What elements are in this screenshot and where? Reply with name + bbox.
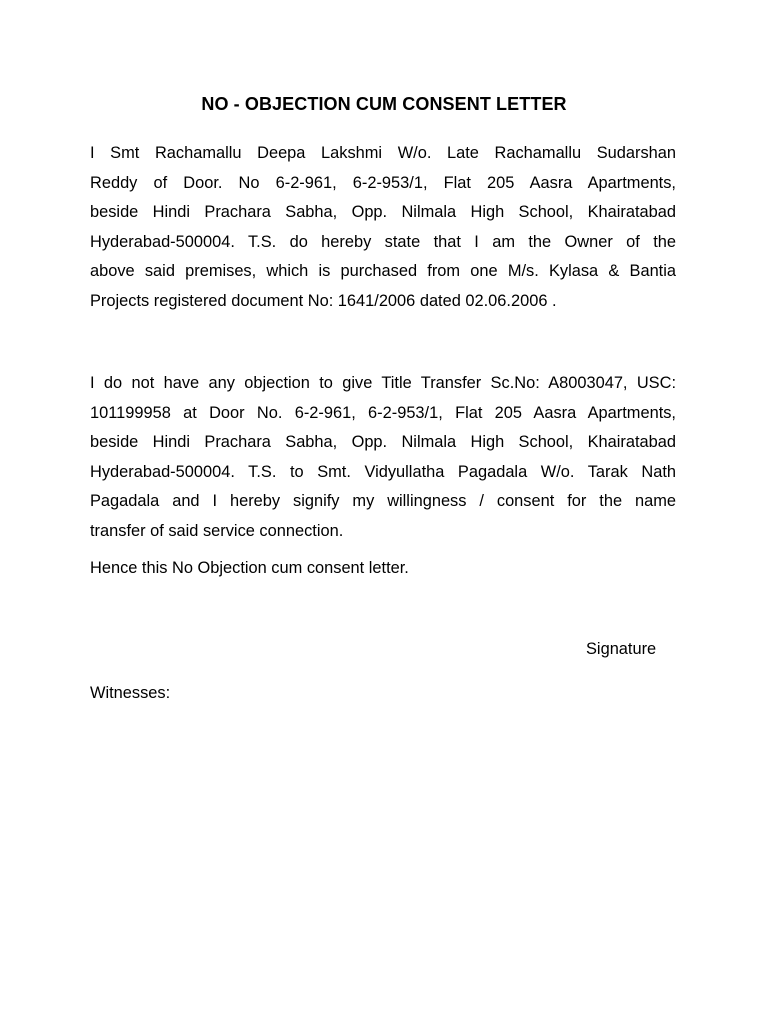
paragraph-line: Reddy of Door. No 6-2-961, 6-2-953/1, Flat 205 Aasra Apartments, <box>90 173 676 192</box>
paragraph-line: Hyderabad-500004. T.S. to Smt. Vidyullatha Pagadala W/o. Tarak Nath <box>90 462 676 481</box>
paragraph-line: Hyderabad-500004. T.S. do hereby state that I am the Owner of the <box>90 232 676 251</box>
witnesses-label: Witnesses: <box>90 684 171 702</box>
paragraph-line: Projects registered document No: 1641/2006 dated 02.06.2006 . <box>90 291 557 310</box>
paragraph-line: beside Hindi Prachara Sabha, Opp. Nilmala High School, Khairatabad <box>90 433 676 452</box>
paragraph-line: beside Hindi Prachara Sabha, Opp. Nilmala High School, Khairatabad <box>90 203 676 222</box>
paragraph-line: transfer of said service connection. <box>90 521 344 540</box>
paragraph-line: Hence this No Objection cum consent letter. <box>90 559 409 577</box>
letter-title: NO - OBJECTION CUM CONSENT LETTER <box>201 94 567 114</box>
paragraph-line: 101199958 at Door No. 6-2-961, 6-2-953/1, Flat 205 Aasra Apartments, <box>90 403 676 422</box>
paragraph-line: Pagadala and I hereby signify my willingness / consent for the name <box>90 492 676 511</box>
paragraph-line: I Smt Rachamallu Deepa Lakshmi W/o. Late Rachamallu Sudarshan <box>90 144 676 162</box>
title-transfer-paragraph <box>90 369 676 547</box>
owner-declaration-paragraph <box>90 139 676 317</box>
paragraph-line: I do not have any objection to give Title Transfer Sc.No: A8003047, USC: <box>90 374 676 392</box>
closing-paragraph <box>90 554 676 584</box>
signature-label: Signature <box>586 640 657 658</box>
paragraph-line: above said premises, which is purchased from one M/s. Kylasa & Bantia <box>90 262 676 281</box>
